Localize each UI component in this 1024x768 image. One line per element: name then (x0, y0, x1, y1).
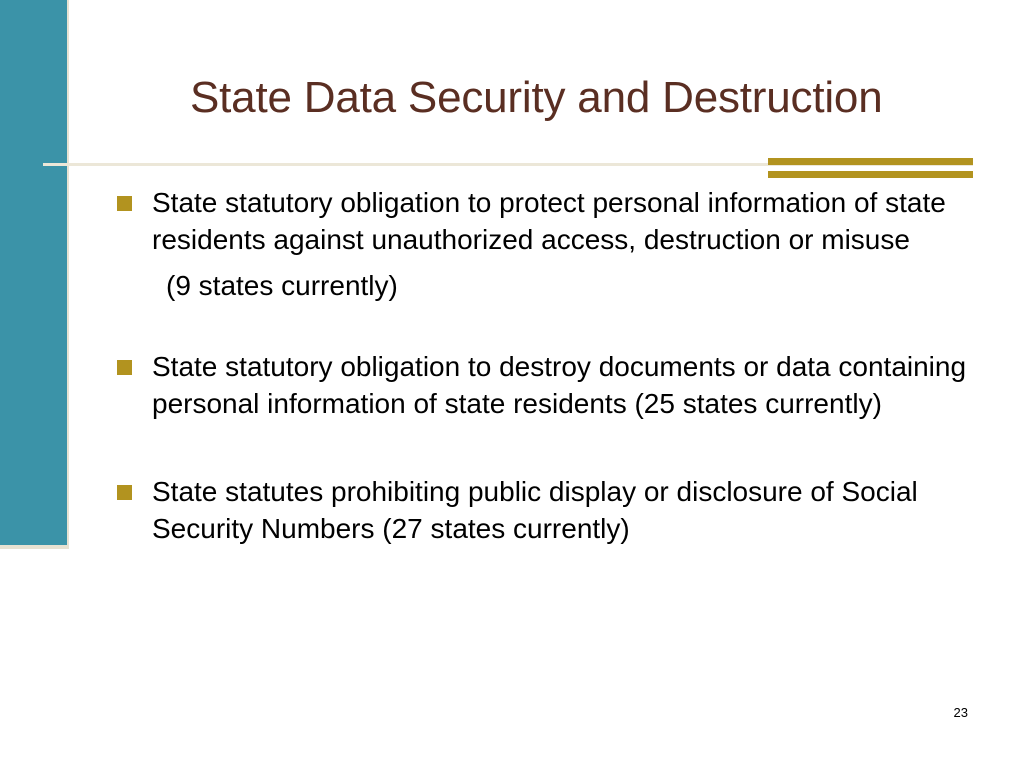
side-accent-bar (0, 0, 67, 545)
bullet-item (116, 184, 976, 304)
accent-stripe-top (768, 158, 973, 165)
accent-stripe-bottom (768, 171, 973, 178)
bullet-text: State statutory obligation to protect personal information of state residents against unauthorized access, destruction or misuse (152, 187, 946, 255)
bullet-text: State statutory obligation to destroy documents or data containing personal information of state residents (25 states currently) (152, 351, 967, 419)
bullet-list (116, 184, 976, 547)
square-bullet-icon (117, 196, 132, 211)
bullet-item (116, 348, 976, 422)
side-accent-shadow (0, 545, 69, 549)
page-number: 23 (953, 705, 968, 720)
square-bullet-icon (117, 360, 132, 375)
side-accent-edge (67, 0, 69, 549)
slide-title: State Data Security and Destruction (190, 73, 883, 122)
bullet-text: State statutes prohibiting public display or disclosure of Social Security Numbers (27 states currently) (152, 476, 918, 544)
square-bullet-icon (117, 485, 132, 500)
bullet-item (116, 473, 976, 547)
bullet-note: (9 states currently) (166, 270, 398, 301)
